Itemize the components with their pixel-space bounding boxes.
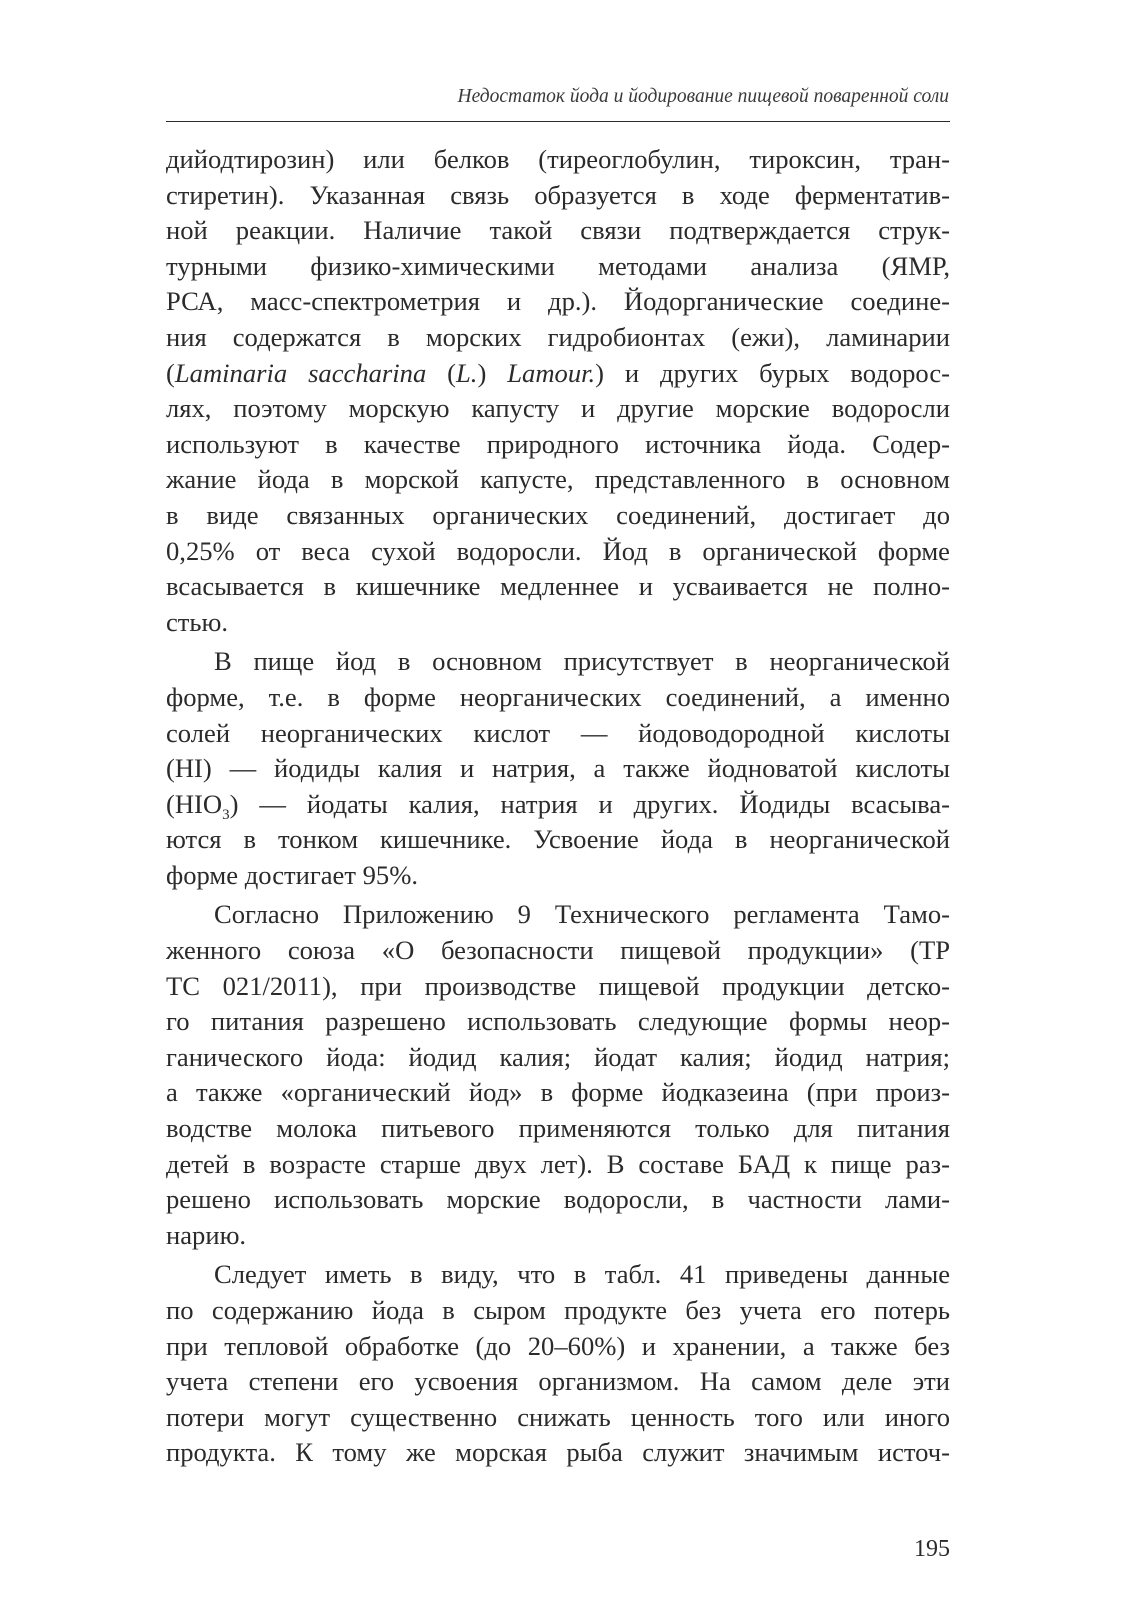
page-number: 195 — [914, 1536, 950, 1562]
text-line: ганического йода: йодид калия; йодат калия; йодид натрия; — [166, 1041, 950, 1072]
text-line: солей неорганических кислот — йодоводородной кислоты — [166, 717, 950, 748]
latin-author: Lamour. — [507, 357, 596, 388]
text-line-latin-names: (Laminaria saccharina (L.) Lamour.) и других бурых водорос- — [166, 357, 950, 388]
text-line: дийодтирозин) или белков (тиреоглобулин, тироксин, тран- — [166, 144, 950, 174]
paragraph-4 — [166, 1257, 950, 1471]
text-line: решено использовать морские водоросли, в частности лами- — [166, 1184, 950, 1215]
text-line: ются в тонком кишечнике. Усвоение йода в неорганической — [166, 824, 950, 855]
latin-genus-species: Laminaria saccharina — [174, 357, 427, 388]
text-line: лях, поэтому морскую капусту и другие морские водоросли — [166, 393, 950, 424]
text-line-formula: $(HIO_3)$ — йодаты калия, натрия и других. Йодиды всасыва- — [166, 788, 950, 823]
paragraph-1 — [166, 142, 950, 640]
text-line: форме достигает 95%. — [166, 859, 419, 890]
text-line: (HI) — йодиды калия и натрия, а также йодноватой кислоты — [166, 753, 950, 784]
text-line: водстве молока питьевого применяются только для питания — [166, 1113, 950, 1144]
text-line: в виде связанных органических соединений, достигает до — [166, 499, 950, 530]
text-line: по содержанию йода в сыром продукте без учета его потерь — [166, 1295, 950, 1325]
text-line: Согласно Приложению 9 Технического регламента Тамо- — [214, 899, 950, 930]
text-line: Следует иметь в виду, что в табл. 41 приведены данные — [214, 1259, 950, 1290]
text-line: нарию. — [166, 1219, 247, 1250]
paragraph-3 — [166, 897, 950, 1253]
body-text — [166, 142, 950, 1471]
subscript: 3 — [222, 806, 230, 823]
text-line: 0,25% от веса сухой водоросли. Йод в органической форме — [166, 535, 950, 566]
header-rule — [166, 121, 950, 122]
text-line: используют в качестве природного источника йода. Содер- — [166, 428, 950, 459]
text-line: женного союза «О безопасности пищевой продукции» (ТР — [166, 935, 950, 966]
text-line: всасывается в кишечнике медленнее и усваивается не полно- — [166, 571, 950, 602]
paragraph-2 — [166, 644, 950, 893]
latin-author-abbrev: L. — [456, 357, 478, 388]
text-line: форме, т.е. в форме неорганических соединений, а именно — [166, 681, 950, 712]
text-line: В пище йод в основном присутствует в неорганической — [214, 646, 950, 677]
text-line: ной реакции. Наличие такой связи подтверждается струк- — [166, 215, 950, 246]
text-line: продукта. К тому же морская рыба служит значимым источ- — [166, 1437, 950, 1468]
text-line: РСА, масс-спектрометрия и др.). Йодорганические соедине- — [166, 286, 950, 317]
text-line: турными физико-химическими методами анализа (ЯМР, — [166, 250, 950, 281]
text-line: при тепловой обработке (до 20–60%) и хранении, а также без — [166, 1330, 950, 1361]
text-line: учета степени его усвоения организмом. На самом деле эти — [166, 1366, 950, 1397]
text-line: детей в возрасте старше двух лет). В составе БАД к пище раз- — [166, 1148, 950, 1179]
text-line: стью. — [166, 606, 229, 637]
text-line: жание йода в морской капусте, представленного в основном — [166, 464, 950, 495]
text-line: ТС 021/2011), при производстве пищевой продукции детско- — [166, 970, 950, 1001]
text-line: го питания разрешено использовать следующие формы неор- — [166, 1006, 950, 1037]
text-line: стиретин). Указанная связь образуется в ходе ферментатив- — [166, 179, 950, 210]
text-line: ния содержатся в морских гидробионтах (ежи), ламинарии — [166, 321, 950, 352]
text-line: а также «органический йод» в форме йодказеина (при произ- — [166, 1077, 950, 1108]
text-line: потери могут существенно снижать ценность того или иного — [166, 1401, 950, 1432]
running-header: Недостаток йода и йодирование пищевой поваренной соли — [457, 86, 949, 107]
